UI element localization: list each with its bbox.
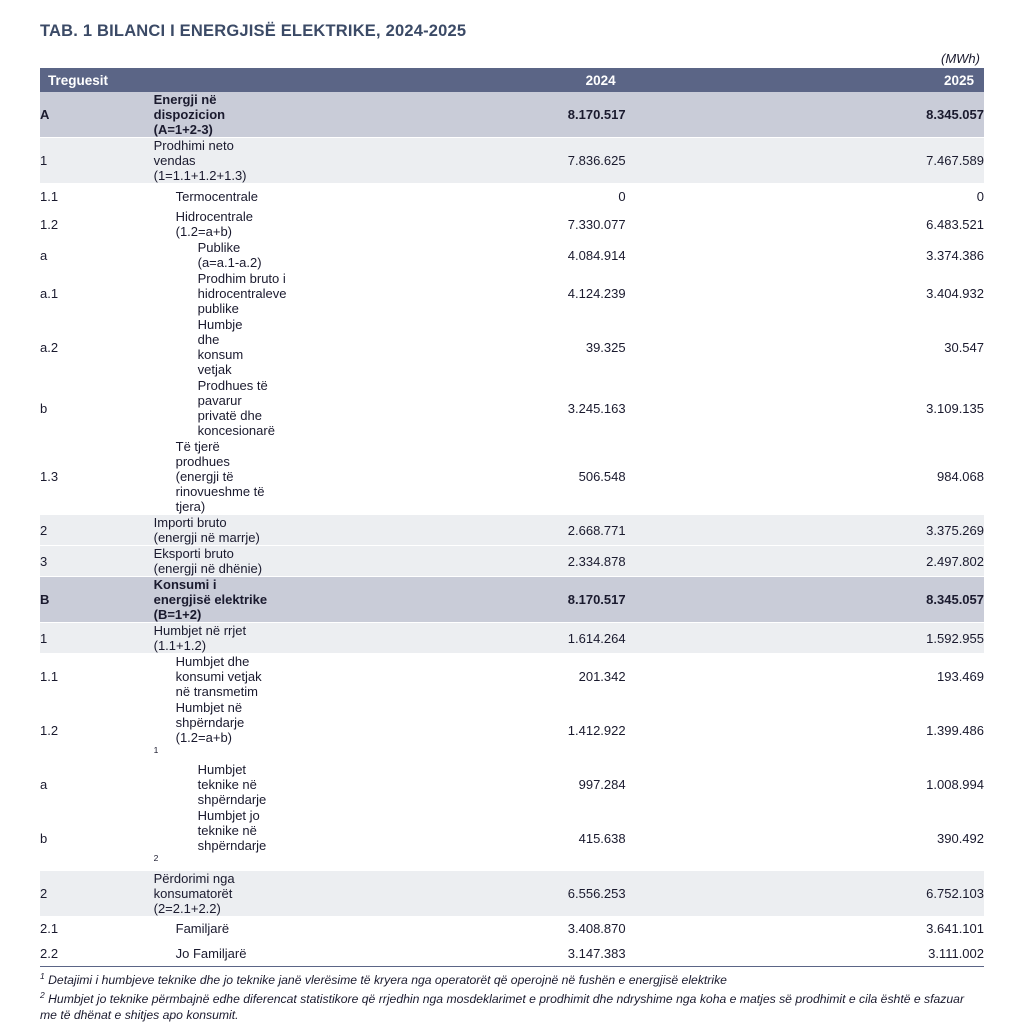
cell-value-2025: 3.375.269 [626,515,984,546]
cell-value-2024: 3.147.383 [267,941,625,966]
footnote-marker: 2 [153,853,159,864]
table-row [40,138,984,184]
row-code: a [40,762,154,808]
cell-value-2024: 415.638 [267,808,625,870]
row-code: 1 [40,138,154,184]
cell-value-2024: 39.325 [267,317,625,378]
footnote-marker: 2 [40,989,45,1000]
footnote-marker: 1 [153,745,159,755]
cell-value-2024: 201.342 [267,654,625,700]
footnote-marker: 1 [40,970,45,981]
table-row [40,941,984,966]
row-label [154,317,268,378]
table-row [40,378,984,439]
row-label [154,240,268,271]
row-label [154,762,268,808]
table-header-row [40,68,984,92]
cell-value-2025: 390.492 [626,808,984,870]
footnote [40,971,984,989]
table-row [40,240,984,271]
row-label-text: Publike (a=a.1-a.2) [197,240,262,270]
row-label [154,916,268,941]
row-label-text: Hidrocentrale (1.2=a+b) [175,209,253,239]
row-label-text: Konsumi i energjisë elektrike (B=1+2) [153,577,268,622]
footnote-text: Detajimi i humbjeve teknike dhe jo teknike janë vlerësime të kryera nga operatorët që operojnë në fushën e energjisë elektrike [44,972,727,987]
row-label [154,546,268,577]
column-header-2025: 2025 [626,68,984,92]
cell-value-2025: 193.469 [626,654,984,700]
cell-value-2025: 6.752.103 [626,870,984,916]
row-code: B [40,577,154,623]
row-code: 1.2 [40,209,154,240]
row-label-text: Prodhim bruto i hidrocentraleve publike [197,271,287,316]
row-code: b [40,808,154,870]
cell-value-2024: 2.334.878 [267,546,625,577]
row-code: 1 [40,623,154,654]
row-label-text: Eksporti bruto (energji në dhënie) [153,546,263,576]
cell-value-2025: 1.592.955 [626,623,984,654]
row-code: b [40,378,154,439]
cell-value-2025: 0 [626,184,984,209]
row-label [154,515,268,546]
row-label-text: Humbjet jo teknike në shpërndarje [197,808,267,854]
table-row [40,762,984,808]
table-row [40,317,984,378]
cell-value-2025: 3.641.101 [626,916,984,941]
table-row [40,439,984,515]
cell-value-2025: 3.111.002 [626,941,984,966]
row-label [154,941,268,966]
table-row [40,515,984,546]
row-label-text: Familjarë [175,921,230,937]
row-code: 1.1 [40,184,154,209]
table-body [40,92,984,966]
row-label-text: Termocentrale [175,188,258,204]
row-label [154,808,268,870]
energy-balance-table [40,68,984,967]
row-label-text: Humbjet teknike në shpërndarje [197,762,267,808]
row-code: A [40,92,154,138]
table-row [40,654,984,700]
table-row [40,870,984,916]
row-label-text: Energji në dispozicion (A=1+2-3) [153,92,226,137]
cell-value-2024: 1.412.922 [267,700,625,762]
cell-value-2024: 7.330.077 [267,209,625,240]
table-header [40,68,984,92]
row-label-text: Humbje dhe konsum vetjak [197,317,244,377]
row-code: 1.3 [40,439,154,515]
row-code: a.1 [40,271,154,317]
row-code: 1.2 [40,700,154,762]
row-code: 2 [40,870,154,916]
table-row [40,92,984,138]
row-label-text: Prodhimi neto vendas (1=1.1+1.2+1.3) [153,138,247,183]
cell-value-2024: 2.668.771 [267,515,625,546]
table-row [40,209,984,240]
cell-value-2025: 3.109.135 [626,378,984,439]
cell-value-2025: 6.483.521 [626,209,984,240]
row-label [154,92,268,138]
row-code: 1.1 [40,654,154,700]
row-label [154,184,268,209]
row-code: a.2 [40,317,154,378]
row-label [154,577,268,623]
row-label-text: Humbjet dhe konsumi vetjak në transmetim [175,654,262,699]
row-code: 2 [40,515,154,546]
row-label-text: Importi bruto (energji në marrje) [153,515,260,545]
table-row [40,184,984,209]
row-label [154,439,268,515]
row-label [154,870,268,916]
cell-value-2024: 0 [267,184,625,209]
footnote-text: Humbjet jo teknike përmbajnë edhe diferencat statistikore që rrjedhin nga mosdeklarimet e prodhimit dhe ndryshime nga koha e matjes së prodhimit e cila është e sfazuar me të dhënat e shitjes apo konsumit. [40,991,965,1023]
cell-value-2024: 7.836.625 [267,138,625,184]
row-label [154,700,268,762]
table-row [40,916,984,941]
cell-value-2024: 4.124.239 [267,271,625,317]
cell-value-2025: 2.497.802 [626,546,984,577]
row-label [154,378,275,439]
row-label-text: Prodhues të pavarur privatë dhe koncesionarë [197,378,275,438]
row-label [154,654,268,700]
cell-value-2025: 8.345.057 [626,92,984,138]
table-row [40,546,984,577]
cell-value-2024: 1.614.264 [267,623,625,654]
cell-value-2024: 3.245.163 [267,378,625,439]
cell-value-2025: 30.547 [626,317,984,378]
row-code: 2.1 [40,916,154,941]
footnotes [40,971,984,1024]
cell-value-2024: 506.548 [267,439,625,515]
table-row [40,808,984,870]
row-label-text: Humbjet në rrjet (1.1+1.2) [153,623,247,653]
table-wrapper [40,68,984,967]
row-label [154,623,268,654]
cell-value-2025: 984.068 [626,439,984,515]
row-label [154,271,287,317]
cell-value-2025: 3.404.932 [626,271,984,317]
cell-value-2025: 3.374.386 [626,240,984,271]
column-header-indicator: Treguesit [40,68,267,92]
cell-value-2024: 997.284 [267,762,625,808]
row-label [154,209,268,240]
cell-value-2024: 8.170.517 [267,577,625,623]
cell-value-2025: 1.008.994 [626,762,984,808]
footnote [40,990,984,1024]
row-label-text: Përdorimi nga konsumatorët (2=2.1+2.2) [153,870,235,916]
row-code: a [40,240,154,271]
page-title: TAB. 1 BILANCI I ENERGJISË ELEKTRIKE, 2024-2025 [40,22,467,40]
cell-value-2025: 7.467.589 [626,138,984,184]
cell-value-2025: 8.345.057 [626,577,984,623]
unit-label: (MWh) [941,51,980,66]
table-row [40,271,984,317]
table-row [40,623,984,654]
row-label [154,138,268,184]
row-code: 3 [40,546,154,577]
table-row [40,577,984,623]
row-label-text: Humbjet në shpërndarje (1.2=a+b) [175,700,245,745]
row-label-text: Jo Familjarë [175,946,247,962]
cell-value-2025: 1.399.486 [626,700,984,762]
row-label-text: Të tjerë prodhues (energji të rinovueshme të tjera) [175,439,265,514]
column-header-2024: 2024 [267,68,625,92]
cell-value-2024: 4.084.914 [267,240,625,271]
table-row [40,700,984,762]
cell-value-2024: 6.556.253 [267,870,625,916]
cell-value-2024: 3.408.870 [267,916,625,941]
row-code: 2.2 [40,941,154,966]
cell-value-2024: 8.170.517 [267,92,625,138]
